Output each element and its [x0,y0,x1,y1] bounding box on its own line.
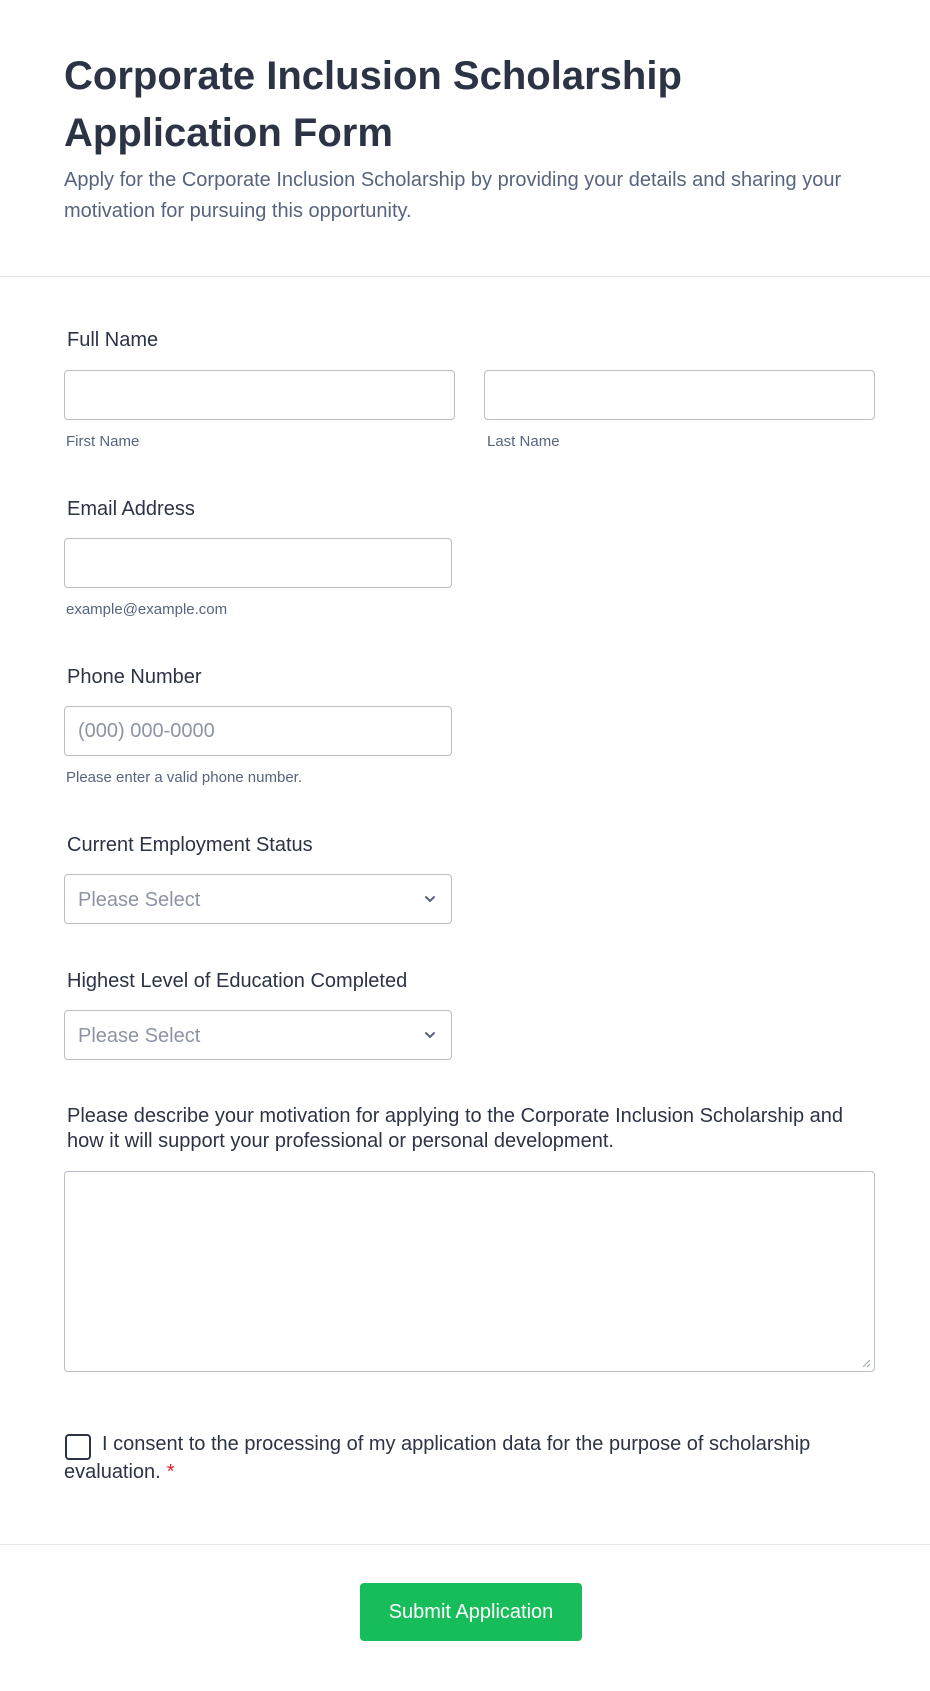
email-input[interactable] [64,538,452,588]
chevron-down-icon [423,1028,437,1042]
consent-label: I consent to the processing of my application data for the purpose of scholarship evaluation. [64,1433,811,1483]
phone-input[interactable] [64,706,452,756]
resize-grip-icon[interactable] [861,1358,871,1368]
chevron-down-icon [423,892,437,906]
education-level-label: Highest Level of Education Completed [67,970,408,992]
submit-button[interactable]: Submit Application [360,1583,582,1641]
required-asterisk: * [166,1461,175,1483]
education-level-select[interactable] [64,1010,452,1060]
employment-status-label: Current Employment Status [67,834,313,856]
phone-label: Phone Number [67,666,202,688]
employment-status-selected: Please Select [78,889,201,911]
footer-divider [0,1544,930,1545]
form-header [0,0,930,277]
first-name-input[interactable] [64,370,455,420]
email-label: Email Address [67,498,195,520]
full-name-label: Full Name [67,329,159,351]
first-name-sublabel: First Name [66,433,140,450]
employment-status-select[interactable] [64,874,452,924]
consent-text [64,1430,824,1486]
education-level-selected: Please Select [78,1025,201,1047]
last-name-input[interactable] [484,370,875,420]
form-subtitle: Apply for the Corporate Inclusion Scholarship by providing your details and sharing your motivation for pursuing this opportunity. [64,169,842,222]
phone-sublabel: Please enter a valid phone number. [66,769,302,786]
form-title: Corporate Inclusion Scholarship Application Form [64,54,682,155]
last-name-sublabel: Last Name [487,433,560,450]
motivation-textarea[interactable] [64,1171,875,1372]
email-sublabel: example@example.com [66,601,228,618]
motivation-label: Please describe your motivation for applying to the Corporate Inclusion Scholarship and how it will support your professional or personal development. [67,1105,843,1152]
